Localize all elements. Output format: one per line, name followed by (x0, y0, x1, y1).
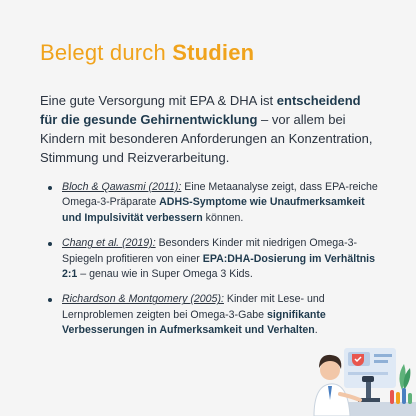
study-text: Kinder mit Lese- und Lernproblemen zeigten bei Omega-3-Gabe (62, 293, 325, 321)
study-text: Eine Metaanalyse zeigt, dass EPA-reiche Omega-3-Präparate (62, 181, 378, 209)
study-reference-link[interactable]: Richardson & Montgomery (2005): (62, 293, 224, 306)
study-text-end: können. (202, 211, 244, 224)
study-emphasis: signifikante Verbesserungen in Aufmerksamkeit und Verhalten (62, 308, 326, 337)
intro-text: Eine gute Versorgung mit EPA & DHA ist (40, 93, 277, 108)
study-text: Besonders Kinder mit niedrigen Omega-3-Spiegeln profitieren von einer (62, 237, 358, 265)
study-reference-link[interactable]: Chang et al. (2019): (62, 237, 156, 250)
study-item (62, 180, 382, 226)
scientist-with-microscope-icon (300, 330, 416, 416)
study-item (62, 236, 382, 282)
page-title (40, 40, 254, 66)
intro-emphasis: entscheidend für die gesunde Gehirnentwicklung (40, 93, 361, 127)
study-emphasis: EPA:DHA-Dosierung im Verhältnis 2:1 (62, 252, 376, 281)
study-text-end: . (314, 324, 318, 337)
page-title-highlight: Studien (172, 40, 255, 65)
intro-text-end: – vor allem bei Kindern mit besonderen Anforderungen an Konzentration, Stimmung und Reizverarbeitung. (40, 112, 373, 165)
page-title-prefix: Belegt durch (40, 40, 173, 65)
intro-paragraph (40, 91, 380, 167)
bullet-dot (48, 298, 52, 302)
study-emphasis: ADHS-Symptome wie Unaufmerksamkeit und Impulsivität verbessern (62, 196, 365, 224)
bullet-dot (48, 186, 52, 190)
bullet-dot (48, 242, 52, 246)
study-list (62, 180, 382, 349)
study-text-end: – genau wie in Super Omega 3 Kids. (77, 268, 253, 281)
study-reference-link[interactable]: Bloch & Qawasmi (2011): (62, 181, 182, 193)
